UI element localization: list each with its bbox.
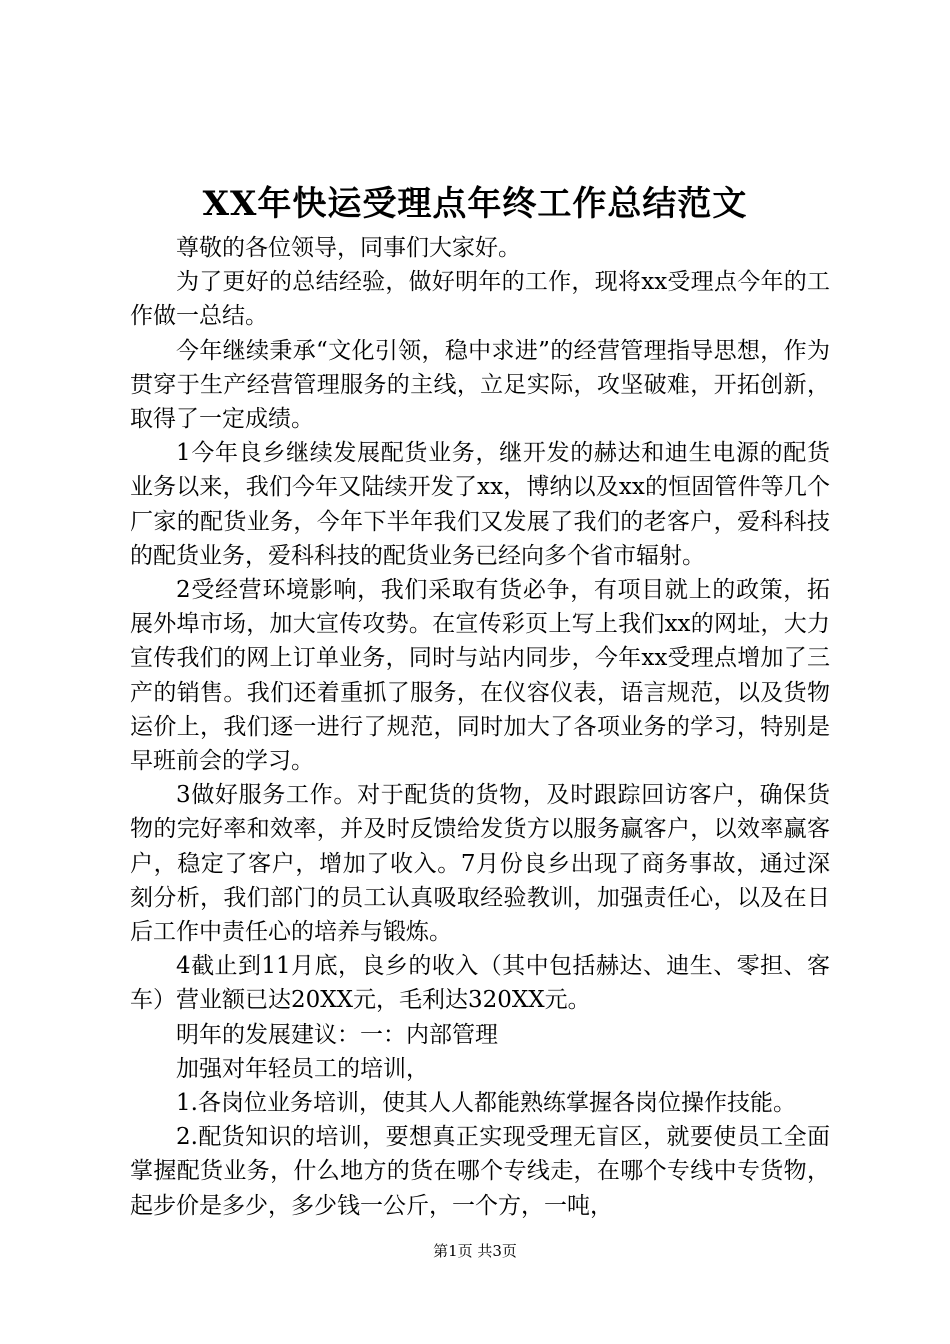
- document-body: [130, 231, 830, 1223]
- paragraph-training-2: 2.配货知识的培训，要想真正实现受理无盲区，就要使员工全面掌握配货业务，什么地方的货在哪个专线走，在哪个专线中专货物，起步价是多少，多少钱一公斤，一个方，一吨，: [130, 1124, 830, 1219]
- page-number-footer: 第1页 共3页: [433, 1242, 517, 1260]
- paragraph-item-2: 2受经营环境影响，我们采取有货必争，有项目就上的政策，拓展外埠市场，加大宣传攻势。在宣传彩页上写上我们xx的网址，大力宣传我们的网上订单业务，同时与站内同步，今年xx受理点增加了三产的销售。我们还着重抓了服务，在仪容仪表，语言规范，以及货物运价上，我们逐一进行了规范，同时加大了各项业务的学习，特别是早班前会的学习。: [130, 577, 830, 775]
- paragraph-training: 加强对年轻员工的培训，: [176, 1055, 429, 1082]
- paragraph-intro: 为了更好的总结经验，做好明年的工作，现将xx受理点今年的工作做一总结。: [130, 269, 830, 330]
- paragraph-item-4: 4截止到11月底，良乡的收入（其中包括赫达、迪生、零担、客车）营业额已达20XX元，毛利达320XX元。: [130, 953, 830, 1014]
- paragraph-greeting: 尊敬的各位领导，同事们大家好。: [176, 235, 521, 261]
- paragraph-item-1: 1今年良乡继续发展配货业务，继开发的赫达和迪生电源的配货业务以来，我们今年又陆续开发了xx，博纳以及xx的恒固管件等几个厂家的配货业务，今年下半年我们又发展了我们的老客户，爱科科技的配货业务，爱科科技的配货业务已经向多个省市辐射。: [130, 440, 830, 569]
- paragraph-training-1: 1.各岗位业务培训，使其人人都能熟练掌握各岗位操作技能。: [176, 1090, 796, 1117]
- paragraph-suggestion-heading: 明年的发展建议：一：内部管理: [176, 1021, 498, 1048]
- paragraph-item-3: 3做好服务工作。对于配货的货物，及时跟踪回访客户，确保货物的完好率和效率，并及时反馈给发货方以服务赢客户，以效率赢客户，稳定了客户，增加了收入。7月份良乡出现了商务事故，通过深刻分析，我们部门的员工认真吸取经验教训，加强责任心，以及在日后工作中责任心的培养与锻炼。: [130, 782, 830, 946]
- document-title: XX年快运受理点年终工作总结范文: [202, 184, 748, 224]
- paragraph-guiding-thought: 今年继续秉承“文化引领，稳中求进”的经营管理指导思想，作为贯穿于生产经营管理服务的主线，立足实际，攻坚破难，开拓创新，取得了一定成绩。: [130, 337, 830, 433]
